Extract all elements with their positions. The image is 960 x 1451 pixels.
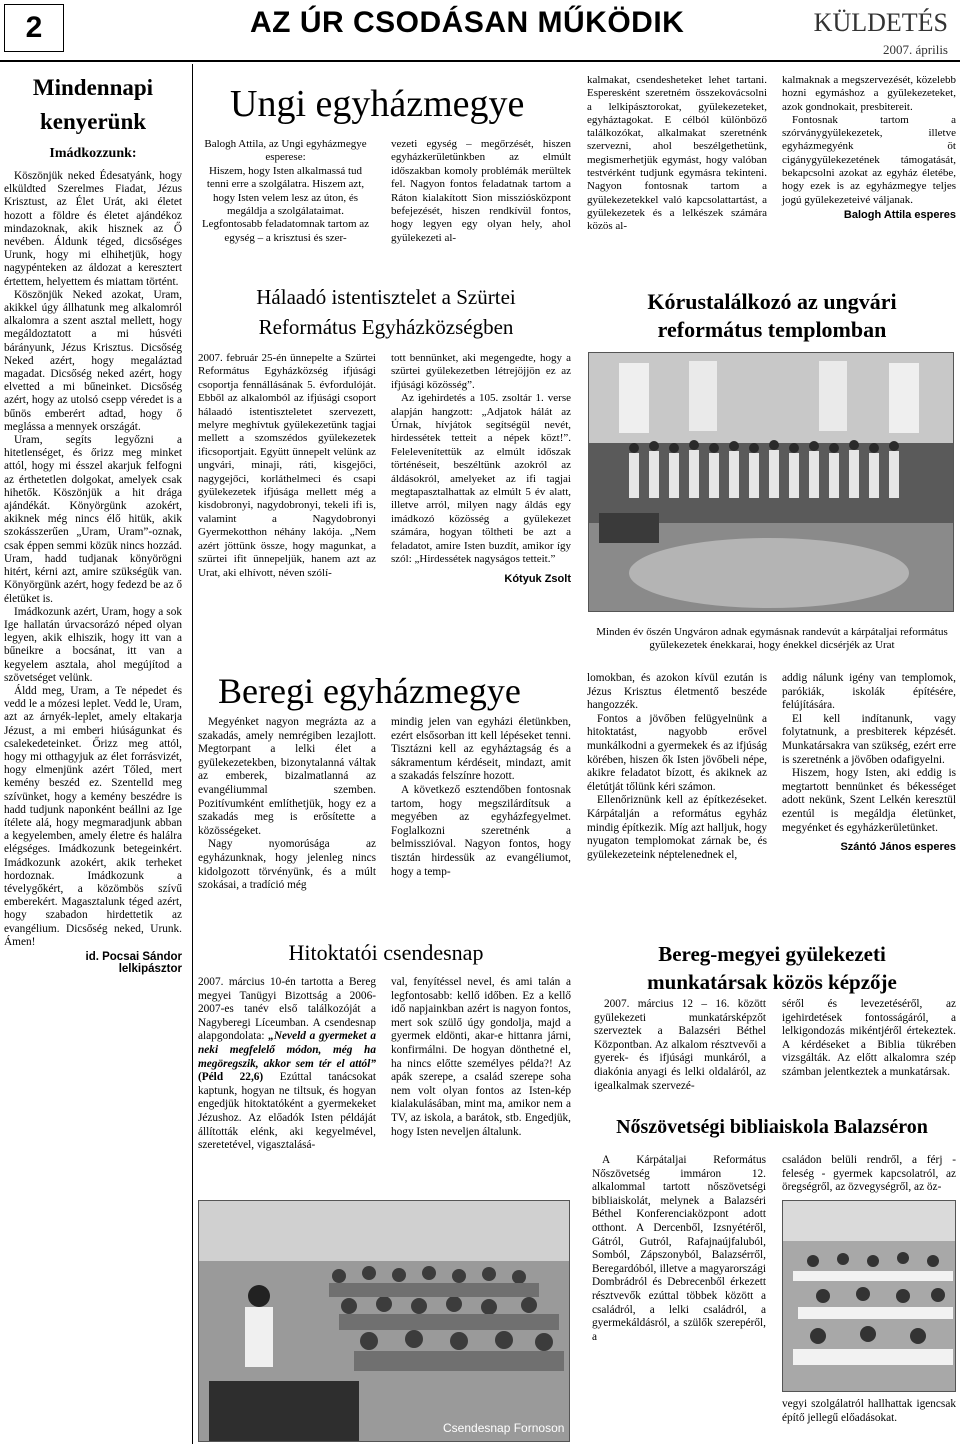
bereg-kepzes-col2 <box>782 998 956 1080</box>
sidebar <box>4 74 182 975</box>
sidebar-paragraph: Köszönjük Neked azokat, Uram, akikkel úgy állhatunk meg alkalomról alkalomra a szent asztal mellett, hogy megáldoztatott a mi húsvéti bárányunk, Jézus Krisztus. Dicsőség Neked azért, hogy megaláztad magadat. Dicsőség neked azért, hogy elvetted a mi bűneinket. Dicsőség azért, hogy az utolsó csepp véredet is a bűnös emberért adtad, hogy ő meglássa a mennyek országát. <box>4 288 182 433</box>
haladas-signature: Kótyuk Zsolt <box>504 572 571 585</box>
hitoktatoi-paragraph: val, fenyítéssel nevel, és ami talán a legfontosabb: kellő időben. Ez a kellő idő napjainkban azért is nagyon fontos, mert sok szülő úgy gondolja, majd a gyermek eldönti, akar-e hittanra járni, konfirmálni. De hogyan dönthetné el, ha nincs előtte személyes példa?! Az apák szerepe, a család szerepe soha nem volt olyan fontos az Isten-kép kialakulásában, mint ma, amikor nem a TV, az iskola, a barátok, stb. Engedjük, hogy Isten neveljen általunk. <box>391 976 571 1138</box>
csendesnap-caption: Csendesnap Fornoson <box>443 1421 565 1435</box>
sidebar-divider <box>192 64 193 1444</box>
hitoktatoi-quote: „Neveld a gyermeket a neki megfelelő módon, még ha megöregszik, akkor sem tér el attól” <box>198 1030 376 1070</box>
beregi-paragraph: mindig jelen van egyházi életünkben, ezért elsősorban itt kell lépéseket tenni. Tisztázni kell az egyháztagság és a sákramentum kérdéseit, mindazt, amit a szakadás felszínre hozott. <box>391 716 571 783</box>
beregi-paragraph: Fontos a jövőben felügyelnünk a hitoktatást, nagyobb erővel munkálkodni a gyermekek és az ifjúság körében, hiszen ők Isten jövőbeli népe, akikre feladatot bízott, és akiknek az életútját tőlünk kéri számon. <box>587 712 767 793</box>
beregi-paragraph: Nagy nyomorúsága az egyházunknak, hogy jelenleg nincs kidolgozott törvényünk, és a múlt szokásai, a tradíció még <box>198 838 376 892</box>
sidebar-paragraph: Imádkozunk azért, Uram, hogy a sok Ige hallatán úrvacsorázó néped olyan legyen, akik elhiszik, hogy itt van a bűneikre a bocsánat, itt van a kegyelem asztala, ahol megújítod a szövetséget velünk. <box>4 605 182 684</box>
bereg-kepzes-title-line1: Bereg-megyei gyülekezeti <box>658 942 886 966</box>
issue-date: 2007. április <box>883 42 948 57</box>
haladas-col1 <box>198 352 376 580</box>
haladas-paragraph: Az igehirdetés a 105. zsoltár 1. verse alapján hangzott: „Adjatok hálát az Úrnak, hívjátok segítségül nevét, hirdessétek tetteit a népek közt!”. Felelevenítettük az elmúlt időszak történéseit, beszéltünk azokról az áldásokról, amelyeket az ifi tagjai megtapasztalhattak az elmúlt 5 év alatt, illetve arról, milyen nagy áldás egy imádkozó közösség a gyülekezet számára, hogyan töltheti be azt a feladatot, amire Isten buzdít, amikor így szól: „Hirdessétek nagyságos tetteit.” <box>391 392 571 566</box>
hitoktatoi-paragraph <box>198 976 376 1153</box>
choir-photo-illustration <box>589 353 954 612</box>
hitoktatoi-col1 <box>198 976 376 1153</box>
noszovetsegi-col2-bottom <box>782 1398 956 1425</box>
bibliaiskola-photo <box>782 1200 956 1392</box>
noszovetsegi-paragraph: A Kárpátaljai Református Nőszövetség immáron 12. alkalommal tartott nőszövetségi bibliaiskolát, melynek a Balazséri Béthel Konferenciaközpont adott otthont. A Dercenből, Izsnyétéről, Gátról, Gutról, Rafajnaújfaluból, Somból, Zápszonyból, Balazsérről, Beregardóból, illetve a magyarországi Dombrádról és Debrecenből érkezett résztvevők ezúttal többek között a családról, a lelki családról, a gyermekáldásról, a szülők szerepéről, a <box>592 1154 766 1343</box>
bereg-kepzes-title-line2: munkatársak közös képzője <box>647 970 897 994</box>
beregi-paragraph: A következő esztendőben fontosnak tartom, hogy megszilárdítsuk a megyében az egyházfegyelmet. Foglalkozni szeretnénk a belmisszióval. Nagyon fontos, hogy tisztán hirdessük az evangéliumot, hogy a temp- <box>391 783 571 878</box>
ungi-col2 <box>391 138 571 245</box>
beregi-title: Beregi egyházmegye <box>218 671 521 711</box>
beregi-paragraph: El kell indítanunk, vagy folytatnunk, a presbiterek képzését. Munkatársakra van szükség, ezért erre is szeretnénk a jövőben odafigyelni. <box>782 712 956 766</box>
sidebar-paragraph: Uram, segíts legyőzni a hitetlenséget, és őrizz meg minket attól, hogy mi ésszel akarjuk felfogni az érthetetlen dolgokat, amelyek csak hihetők. Köszönjük a hit drága ajándékát. Könyörgünk azokért, akiknek még nincs élő hitük, akik szokásszerűen „Uram, Uram”-oznak, csak éppen semmi közük nincs hozzád. Uram, hadd tudjanak könyörögni hitért, kérni azt, amire szükségük van. Könyörgünk azért, hogy fedezd be az ő életüket is. <box>4 434 182 605</box>
sidebar-subtitle: Imádkozzunk: <box>49 146 137 161</box>
korus-title-line1: Kórustalálkozó az ungvári <box>647 289 897 314</box>
ungi-signature: Balogh Attila esperes <box>843 208 956 221</box>
ungi-paragraph: kalmaknak a megszervezését, közelebb hozni egymáshoz a gyülekezeteket, azok gondnokait, presbitereit. <box>782 74 956 113</box>
hitoktatoi-col2 <box>391 976 571 1139</box>
bereg-kepzes-title <box>588 940 956 996</box>
noszovetsegi-title: Nőszövetségi bibliaiskola Balazséron <box>616 1116 928 1138</box>
choir-photo <box>588 352 954 612</box>
noszovetsegi-paragraph: családon belüli rendről, a férj - feleség - gyermek kapcsolatról, az öregségről, az özvegységről, az öz- <box>782 1154 956 1194</box>
sidebar-paragraph: Áldd meg, Uram, a Te népedet és vedd le a mózesi leplet. Vedd le, Uram, azt az árnyék-leplet, amely eltakarja Jézust, a mi emberi hiúságunkat és csalekedeteinket. Őrizz meg attól, hogy mi otthagyjuk az élet forrásvizét, hogy elmenjünk azért Tőled, mert kemény beszéd ez. Szentelld meg szívünket, hogy a kemény beszédre is hadd tudjunk naponként beállni az Ige ítélete alá, hogy megmaradjunk abban a kegyelemben, amely életre és halálra elégséges. Imádkozunk betegeinkért. Imádkozunk azokért, akik terheket hordoznak. Imádkozunk a tévelygőkért, a közömbös szívű emberekért. Magasztalunk téged azért, hogy szabadon hirdettetik az evangélium. Dicsőség neked, Urunk. Ámen! <box>4 684 182 948</box>
beregi-col2 <box>391 716 571 879</box>
ungi-paragraph: Legfontosabb feladatomnak tartom az egység – a krisztusi és szer- <box>201 218 370 244</box>
beregi-col3 <box>587 672 767 862</box>
korus-title <box>588 288 956 344</box>
page-number: 2 <box>25 11 43 44</box>
beregi-col4 <box>782 672 956 855</box>
noszovetsegi-col1 <box>592 1154 766 1344</box>
hitoktatoi-ref: (Péld 22,6) <box>198 1071 264 1084</box>
sidebar-body <box>4 170 182 949</box>
hitoktatoi-body: Ezúttal tanácsokat kaptunk, hogyan ne tiltsuk, és hogyan engedjük hitoktatóként a gyermekeket Jézushoz. Az előadók Isten példáját állították elénk, aki kegyelmével, szeretetével, vigasztalásá- <box>198 1071 376 1152</box>
korus-title-line2: református templomban <box>657 317 887 342</box>
sidebar-author: id. Pocsai Sándor <box>85 950 182 963</box>
header-rule <box>0 60 960 62</box>
korus-caption: Minden év őszén Ungváron adnak egymásnak randevút a kárpátaljai református gyülekezetek énekkarai, hogy énekkel dicsérjék az Urat <box>596 626 948 652</box>
sidebar-title-line1: Mindennapi <box>32 75 154 100</box>
ungi-paragraph: Fontosnak tartom a szórványgyülekezetek, illetve egyházmegyénk öt cigánygyülekezetének támogatását, bekapcsolni azokat az egyház életébe, hogy ezek is az egyházmegye teljes jogú gyülekezeteivé váljanak. <box>782 113 956 206</box>
beregi-paragraph: Ellenőriznünk kell az építkezéseket. Kárpátalján a református egyház mindig építkezik. Míg azt halljuk, hogy nyugaton templomokat zárnak be, és gyülekezeteink néptelenednek el, <box>587 794 767 861</box>
beregi-col1 <box>198 716 376 893</box>
ungi-paragraph: Balogh Attila, az Ungi egyházmegye esperese: <box>204 138 367 164</box>
beregi-paragraph: Hiszem, hogy Isten, aki eddig is megtartott bennünket és békességet adott nekünk, Szent Lelkén keresztül ezentúl is megáldja életünket, megyénket és egyházkerületünket. <box>782 767 956 834</box>
sidebar-paragraph: Köszönjük neked Édesatyánk, hogy elküldted Szerelmes Fiadat, Jézus Krisztust, az Élet Urát, aki életet hozott a földre és életet ajándékoz mindazoknak, akik hisznek az Ő nevében. Áldunk téged, dicsőséges Urunk, hogy mi elhihetjük, hogy nagypénteken az áldozat a keresztert értettem, helyettem és miattam történt. <box>4 170 182 288</box>
haladas-paragraph: tott bennünket, aki megengedte, hogy a szürtei gyülekezetben létrejöjjön ez az ifjúsági közösség”. <box>391 352 571 391</box>
bereg-kepzes-paragraph: 2007. március 12 – 16. között gyülekezeti munkatársképzőt szerveztek a Balazséri Béthel Központban. Az alkalom résztvevői a gyerek- és ifjúsági munkáról, a diakónia anyagi és lelki oldaláról, az igealkalmak szervezé- <box>594 998 766 1092</box>
csendesnap-photo <box>198 1200 570 1442</box>
ungi-col3 <box>587 74 767 234</box>
bereg-kepzes-paragraph: séről és levezetéséről, az igehirdetések fontosságáról, a lelkigondozás mikéntjéről értekeztek. A kérdéseket a Biblia tükrében vizsgálták. Az előtt alkalomra szép számban jelentkeztek a munkatársak. <box>782 998 956 1078</box>
ungi-paragraph: Hiszem, hogy Isten alkalmassá tud tenni erre a szolgálatra. Hiszem azt, hogy Isten velem lesz az úton, és megáldja a szolgálataimat. <box>206 164 365 218</box>
hitoktatoi-intro: 2007. március 10-én tartotta a Bereg megyei Tanügyi Bizottság a 2006-2007-es tanév első találkozóját a Nagyberegi Líceumban. A csendesnap alapgondolata: <box>198 976 376 1043</box>
beregi-signature: Szántó János esperes <box>840 841 956 854</box>
haladas-title-line2: Református Egyházközségben <box>258 315 514 339</box>
ungi-col1 <box>198 138 373 245</box>
beregi-paragraph: addig nálunk igény van templomok, parókiák, iskolák építésére, felújítására. <box>782 672 956 712</box>
haladas-paragraph: 2007. február 25-én ünnepelte a Szürtei Református Egyházközség ifjúsági csoportja fennállásának 5. évfordulóját. Ebből az alkalomból az ifjúsági csoport hálaadó istentiszteletet szervezett, melyre meghívtuk gyülekezetünk tagjai mellett a szomszédos gyülekezetek ificsoportjait. Együtt ünnepelt velünk az ungvári, minaji, ráti, kisgejőci, nagygejőci, korláthelmeci és csapi gyülekezetek ifjúsága mellett még a kisdobronyi, nagydobronyi, tekeli ifi is, valamint a Nagydobronyi Gyermekotthon néhány lakója. „Nem azért jöttünk össze, hogy magunkat, a szürtei ifit ünnepeljük, hanem azt az Urat, aki elhívott, néven szólí- <box>198 352 376 579</box>
bibliaiskola-photo-illustration <box>783 1201 956 1392</box>
ungi-paragraph: vezeti egység – megőrzését, hiszen egyházkerületünkben az elmúlt időszakban komoly problémák merültek fel. Nagyon fontos feladatnak tartom a Ráton kialakított Sion missziósközpont befejezését, hiszen rendkívül fontos, hogy legyen egy olyan hely, ahol gyülekezeti al- <box>391 138 571 244</box>
ungi-col4 <box>782 74 956 222</box>
noszovetsegi-col2-top <box>782 1154 956 1195</box>
sidebar-author-title: lelkipásztor <box>118 962 182 975</box>
page-header <box>0 0 960 62</box>
header-title: AZ ÚR CSODÁSAN MŰKÖDIK <box>250 6 685 39</box>
noszovetsegi-paragraph: vegyi szolgálatról hallhattak igencsak építő jellegű előadásokat. <box>782 1398 956 1424</box>
csendesnap-photo-illustration <box>199 1201 570 1442</box>
publication-name: KÜLDETÉS <box>813 8 948 37</box>
beregi-paragraph: lomokban, és azokon kívül ezután is Jézus Krisztus életmentő beszéde hangozzék. <box>587 672 767 712</box>
ungi-title: Ungi egyházmegye <box>230 83 525 125</box>
haladas-title <box>196 282 576 342</box>
sidebar-title-line2: kenyerünk <box>39 109 147 134</box>
beregi-paragraph: Megyénket nagyon megrázta az a szakadás, amely nemrégiben lezajlott. Megtorpant a lelki élet a gyülekezetekben, bizonytalanná váltak az emberek, bizalmatlanná az evangéliummal szemben. Pozitívumként említhetjük, hogy ez a szakadás meg is erősítette a közösségeket. <box>198 716 376 837</box>
ungi-paragraph: kalmakat, csendesheteket lehet tartani. Esperesként szeretném összekovácsolni a lelkipásztorokat, gyülekezeteket, egyháztagokat. E célból különböző találkozókat, alkalmakat szeretnénk szervezni, ahol beszélgethetünk, megismerhetjük egymást, hogy valóban testvérként tudjunk egymásra tekinteni. Nagyon fontosnak tartom a gyülekezetekkel való kapcsolattartást, a gyülekezetek és a lelkészek számára közös al- <box>587 74 767 233</box>
haladas-title-line1: Hálaadó istentisztelet a Szürtei <box>256 285 516 309</box>
bereg-kepzes-col1 <box>594 998 766 1093</box>
hitoktatoi-title: Hitoktatói csendesnap <box>288 940 484 965</box>
page-number-box <box>4 4 64 52</box>
haladas-col2 <box>391 352 571 586</box>
